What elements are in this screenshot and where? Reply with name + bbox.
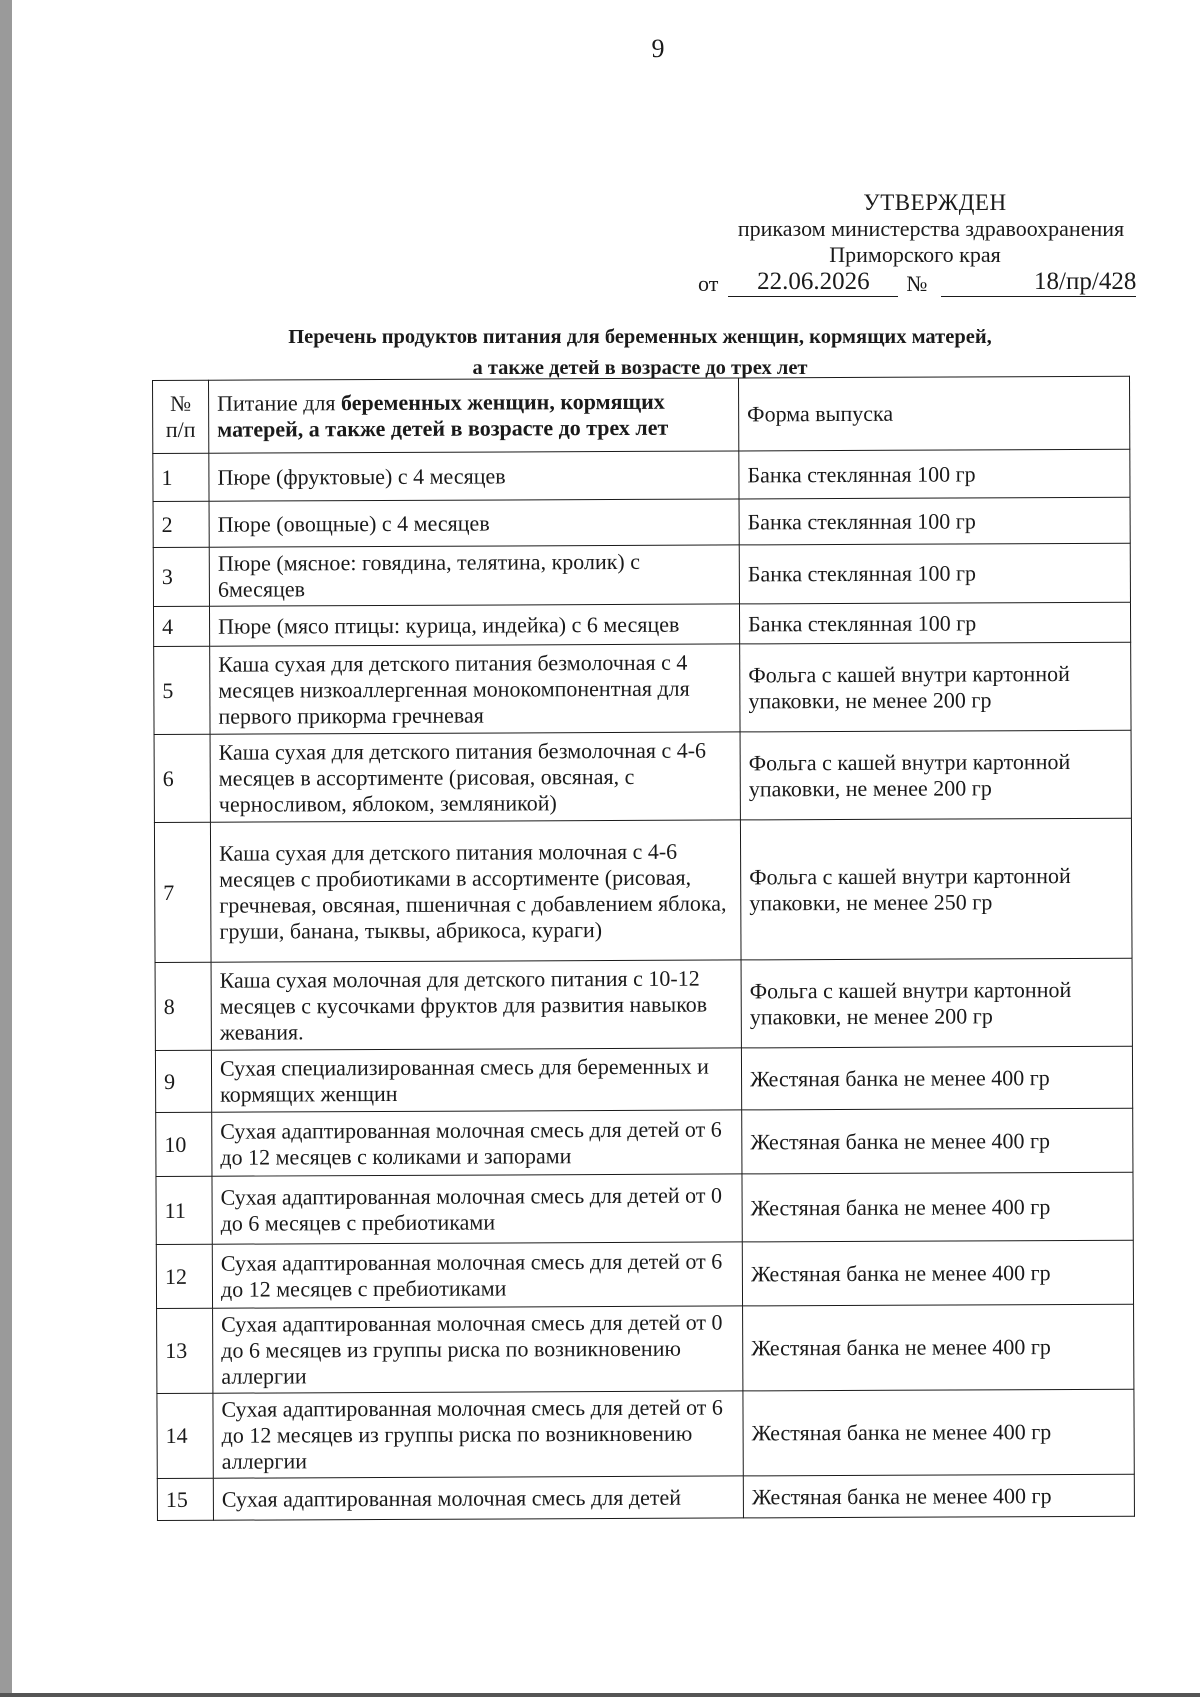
row-form-cell: Банка стеклянная 100 гр bbox=[739, 497, 1130, 545]
products-table-body bbox=[153, 376, 1135, 1520]
row-food-cell: Каша сухая для детского питания безмолочная с 4 месяцев низкоаллергенная монокомпонентная для первого прикорма гречневая bbox=[210, 644, 740, 734]
table-row bbox=[156, 1172, 1133, 1244]
row-form-cell: Жестяная банка не менее 400 гр bbox=[742, 1108, 1133, 1174]
row-form-cell: Жестяная банка не менее 400 гр bbox=[742, 1172, 1133, 1242]
table-row bbox=[154, 730, 1131, 822]
header-food bbox=[209, 378, 739, 453]
row-num-cell: 6 bbox=[154, 734, 210, 822]
table-row bbox=[153, 602, 1130, 646]
row-num-cell: 10 bbox=[156, 1112, 212, 1176]
table-row bbox=[155, 958, 1132, 1050]
row-num-cell: 8 bbox=[155, 962, 211, 1050]
table-header-row bbox=[153, 376, 1130, 453]
table-row bbox=[153, 543, 1130, 606]
row-food-cell: Пюре (фруктовые) с 4 месяцев bbox=[209, 451, 739, 501]
table-row bbox=[157, 1389, 1134, 1478]
page-number: 9 bbox=[651, 34, 665, 63]
row-form-cell: Банка стеклянная 100 гр bbox=[739, 449, 1130, 499]
row-food-cell: Сухая адаптированная молочная смесь для детей от 6 до 12 месяцев из группы риска по возникновению аллергии bbox=[213, 1391, 743, 1478]
order-number-label: № bbox=[906, 271, 928, 296]
row-food-cell: Пюре (мясо птицы: курица, индейка) с 6 месяцев bbox=[209, 604, 739, 646]
row-form-cell: Жестяная банка не менее 400 гр bbox=[742, 1240, 1133, 1306]
row-num-cell: 15 bbox=[157, 1478, 213, 1520]
header-food-bold: беременных женщин, кормящих матерей, а также детей в возрасте до трех лет bbox=[217, 388, 669, 442]
approval-line-ministry: приказом министерства здравоохранения bbox=[737, 216, 1125, 241]
order-date: 22.06.2026 bbox=[728, 268, 898, 297]
row-food-cell: Каша сухая для детского питания безмолочная с 4-6 месяцев в ассортименте (рисовая, овсяная, с черносливом, яблоком, земляникой) bbox=[210, 732, 740, 822]
row-form-cell: Жестяная банка не менее 400 гр bbox=[741, 1046, 1132, 1110]
row-num-cell: 11 bbox=[156, 1176, 212, 1244]
order-number: 18/пр/428 bbox=[941, 268, 1136, 297]
row-food-cell: Сухая специализированная смесь для беременных и кормящих женщин bbox=[211, 1048, 741, 1112]
table-row bbox=[156, 1240, 1133, 1308]
row-food-cell: Сухая адаптированная молочная смесь для детей от 6 до 12 месяцев с пребиотиками bbox=[212, 1242, 742, 1308]
row-form-cell: Фольга с кашей внутри картонной упаковки, не менее 250 гр bbox=[740, 818, 1132, 960]
row-food-cell: Сухая адаптированная молочная смесь для детей от 0 до 6 месяцев из группы риска по возникновению аллергии bbox=[213, 1306, 743, 1393]
approval-line-region: Приморского края bbox=[829, 242, 1001, 267]
row-num-cell: 2 bbox=[153, 501, 209, 547]
title-line-1: Перечень продуктов питания для беременных женщин, кормящих матерей, bbox=[288, 326, 992, 348]
table-row bbox=[153, 497, 1130, 547]
row-num-cell: 12 bbox=[156, 1244, 212, 1308]
row-num-cell: 5 bbox=[154, 646, 210, 734]
row-form-cell: Жестяная банка не менее 400 гр bbox=[743, 1389, 1134, 1476]
table-row bbox=[157, 1304, 1134, 1393]
row-food-cell: Каша сухая для детского питания молочная с 4-6 месяцев с пробиотиками в ассортименте (рисовая, гречневая, овсяная, пшеничная с добавлением яблока, груши, банана, тыквы, абрикоса, кураги) bbox=[210, 820, 741, 962]
table-row bbox=[154, 818, 1132, 962]
table-row bbox=[156, 1108, 1133, 1176]
row-food-cell: Каша сухая молочная для детского питания с 10-12 месяцев с кусочками фруктов для развития навыков жевания. bbox=[211, 960, 741, 1050]
table-row bbox=[154, 642, 1131, 734]
row-form-cell: Банка стеклянная 100 гр bbox=[739, 543, 1130, 604]
row-num-cell: 14 bbox=[157, 1393, 213, 1478]
header-food-prefix: Питание для bbox=[217, 390, 342, 416]
order-line bbox=[698, 268, 1136, 297]
document-title bbox=[140, 322, 1140, 384]
order-from-label: от bbox=[698, 271, 719, 296]
row-food-cell: Сухая адаптированная молочная смесь для детей bbox=[213, 1476, 743, 1520]
row-food-cell: Пюре (овощные) с 4 месяцев bbox=[209, 499, 739, 547]
table-row bbox=[155, 1046, 1132, 1112]
row-num-cell: 4 bbox=[153, 606, 209, 646]
row-food-cell: Сухая адаптированная молочная смесь для детей от 0 до 6 месяцев с пребиотиками bbox=[212, 1174, 742, 1244]
row-form-cell: Банка стеклянная 100 гр bbox=[739, 602, 1130, 644]
row-form-cell: Фольга с кашей внутри картонной упаковки, не менее 200 гр bbox=[740, 730, 1131, 820]
table-row bbox=[157, 1474, 1134, 1520]
products-table bbox=[152, 376, 1135, 1521]
row-form-cell: Фольга с кашей внутри картонной упаковки, не менее 200 гр bbox=[741, 958, 1132, 1048]
row-num-cell: 1 bbox=[153, 453, 209, 501]
row-food-cell: Пюре (мясное: говядина, телятина, кролик) с 6месяцев bbox=[209, 545, 739, 606]
row-form-cell: Фольга с кашей внутри картонной упаковки, не менее 200 гр bbox=[740, 642, 1131, 732]
row-num-cell: 7 bbox=[154, 822, 211, 962]
row-form-cell: Жестяная банка не менее 400 гр bbox=[743, 1304, 1134, 1391]
row-num-cell: 3 bbox=[153, 547, 209, 606]
row-num-cell: 9 bbox=[155, 1050, 211, 1112]
scan-left-edge bbox=[0, 0, 12, 1697]
row-form-cell: Жестяная банка не менее 400 гр bbox=[743, 1474, 1134, 1518]
row-num-cell: 13 bbox=[157, 1308, 213, 1393]
header-form: Форма выпуска bbox=[738, 376, 1129, 451]
scan-bottom-edge bbox=[0, 1693, 1200, 1697]
title-line-2: а также детей в возрасте до трех лет bbox=[472, 357, 808, 379]
approval-block bbox=[700, 190, 1130, 268]
header-num: № п/п bbox=[153, 380, 209, 453]
table-row bbox=[153, 449, 1130, 501]
row-food-cell: Сухая адаптированная молочная смесь для детей от 6 до 12 месяцев с коликами и запорами bbox=[212, 1110, 742, 1176]
approval-stamp: УТВЕРЖДЕН bbox=[863, 190, 1007, 215]
